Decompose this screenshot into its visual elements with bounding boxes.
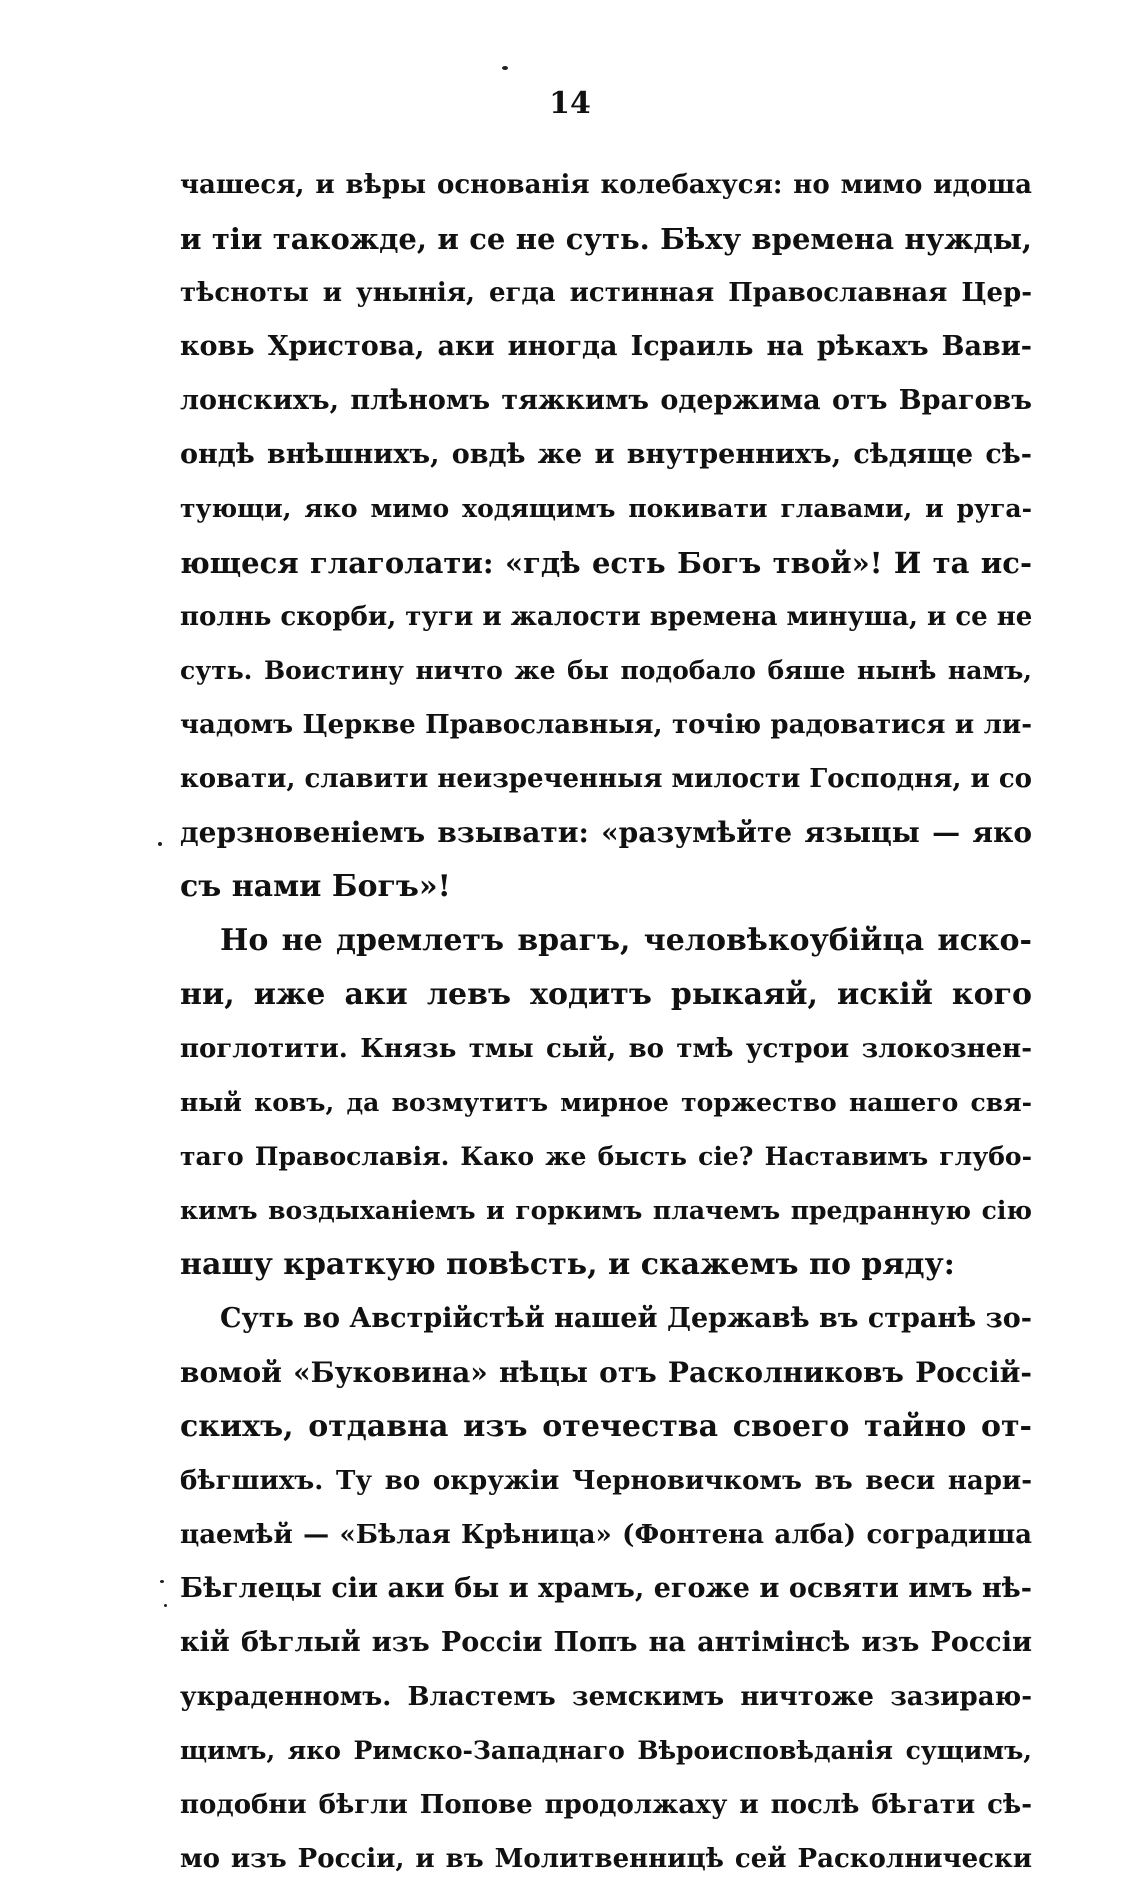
text-line: ондѣ внѣшнихъ, овдѣ же и внутреннихъ, сѣдяще сѣ- <box>180 439 1032 470</box>
text-line: чадомъ Церкве Православныя, точію радоватися и ли- <box>180 710 1032 740</box>
text-line: Бѣглецы сіи аки бы и храмъ, егоже и освяти имъ нѣ- <box>180 1573 1032 1604</box>
text-line: вомой «Буковина» нѣцы отъ Расколниковъ Россій- <box>180 1356 1032 1389</box>
text-line: щимъ, яко Римско-Западнаго Вѣроисповѣданія сущимъ, <box>180 1736 1032 1765</box>
text-line: бѣгшихъ. Ту во окружіи Черновичкомъ въ веси нари- <box>180 1466 1032 1496</box>
text-line: ный ковъ, да возмутитъ мирное торжество нашего свя- <box>180 1088 1032 1117</box>
text-line: чашеся, и вѣры основанія колебахуся: но мимо идоша <box>180 170 1032 200</box>
text-line: съ нами Богъ»! <box>180 869 451 904</box>
text-line: ни, иже аки левъ ходитъ рыкаяй, искій кого <box>180 977 1032 1012</box>
text-line: Но не дремлетъ врагъ, человѣкоубійца иско- <box>220 923 1032 958</box>
text-line: лонскихъ, плѣномъ тяжкимъ одержима отъ Враговъ <box>180 385 1032 416</box>
text-line: мо изъ Россіи, и въ Молитвенницѣ сей Расколнически <box>180 1844 1032 1874</box>
text-line: ковати, славити неизреченныя милости Господня, и со <box>180 764 1032 794</box>
text-line: и тіи такожде, и се не суть. Бѣху времена нужды, <box>180 222 1032 256</box>
text-line: таго Православія. Како же бысть сіе? Наставимъ глубо- <box>180 1142 1032 1171</box>
text-line: тѣсноты и унынія, егда истинная Православная Цер- <box>180 278 1032 308</box>
scan-speck <box>158 842 162 846</box>
text-line: поглотити. Князь тмы сый, во тмѣ устрои злокознен- <box>180 1034 1032 1064</box>
text-line: кій бѣглый изъ Россіи Попъ на антімінсѣ изъ Россіи <box>180 1627 1032 1658</box>
text-line: подобни бѣгли Попове продолжаху и послѣ бѣгати сѣ- <box>180 1790 1032 1820</box>
scan-speck <box>502 66 508 70</box>
text-line: скихъ, отдавна изъ отечества своего тайно от- <box>180 1409 1032 1444</box>
text-line: суть. Воистину ничто же бы подобало бяше нынѣ намъ, <box>180 656 1032 685</box>
scan-speck <box>164 1604 167 1607</box>
text-line: цаемѣй — «Бѣлая Крѣница» (Фонтена алба) соградиша <box>180 1520 1032 1550</box>
scan-speck <box>160 1580 164 1583</box>
text-line: Суть во Австрійстѣй нашей Державѣ въ странѣ зо- <box>220 1303 1032 1334</box>
text-line: ющеся глаголати: «гдѣ есть Богъ твой»! И та ис- <box>180 546 1032 580</box>
text-line: кимъ воздыханіемъ и горкимъ плачемъ предранную сію <box>180 1196 1032 1225</box>
text-line: нашу краткую повѣсть, и скажемъ по ряду: <box>180 1247 955 1282</box>
page-number: 14 <box>549 86 591 121</box>
text-line: ковь Христова, аки иногда Ісраиль на рѣкахъ Вави- <box>180 331 1032 362</box>
text-line: украденномъ. Властемъ земскимъ ничтоже зазираю- <box>180 1682 1032 1712</box>
text-line: тующи, яко мимо ходящимъ покивати главами, и руга- <box>180 494 1032 523</box>
body-text <box>180 158 1032 1886</box>
text-line: дерзновеніемъ взывати: «разумѣйте языцы — яко <box>180 816 1032 849</box>
text-line: полнь скорби, туги и жалости времена минуша, и се не <box>180 602 1032 632</box>
